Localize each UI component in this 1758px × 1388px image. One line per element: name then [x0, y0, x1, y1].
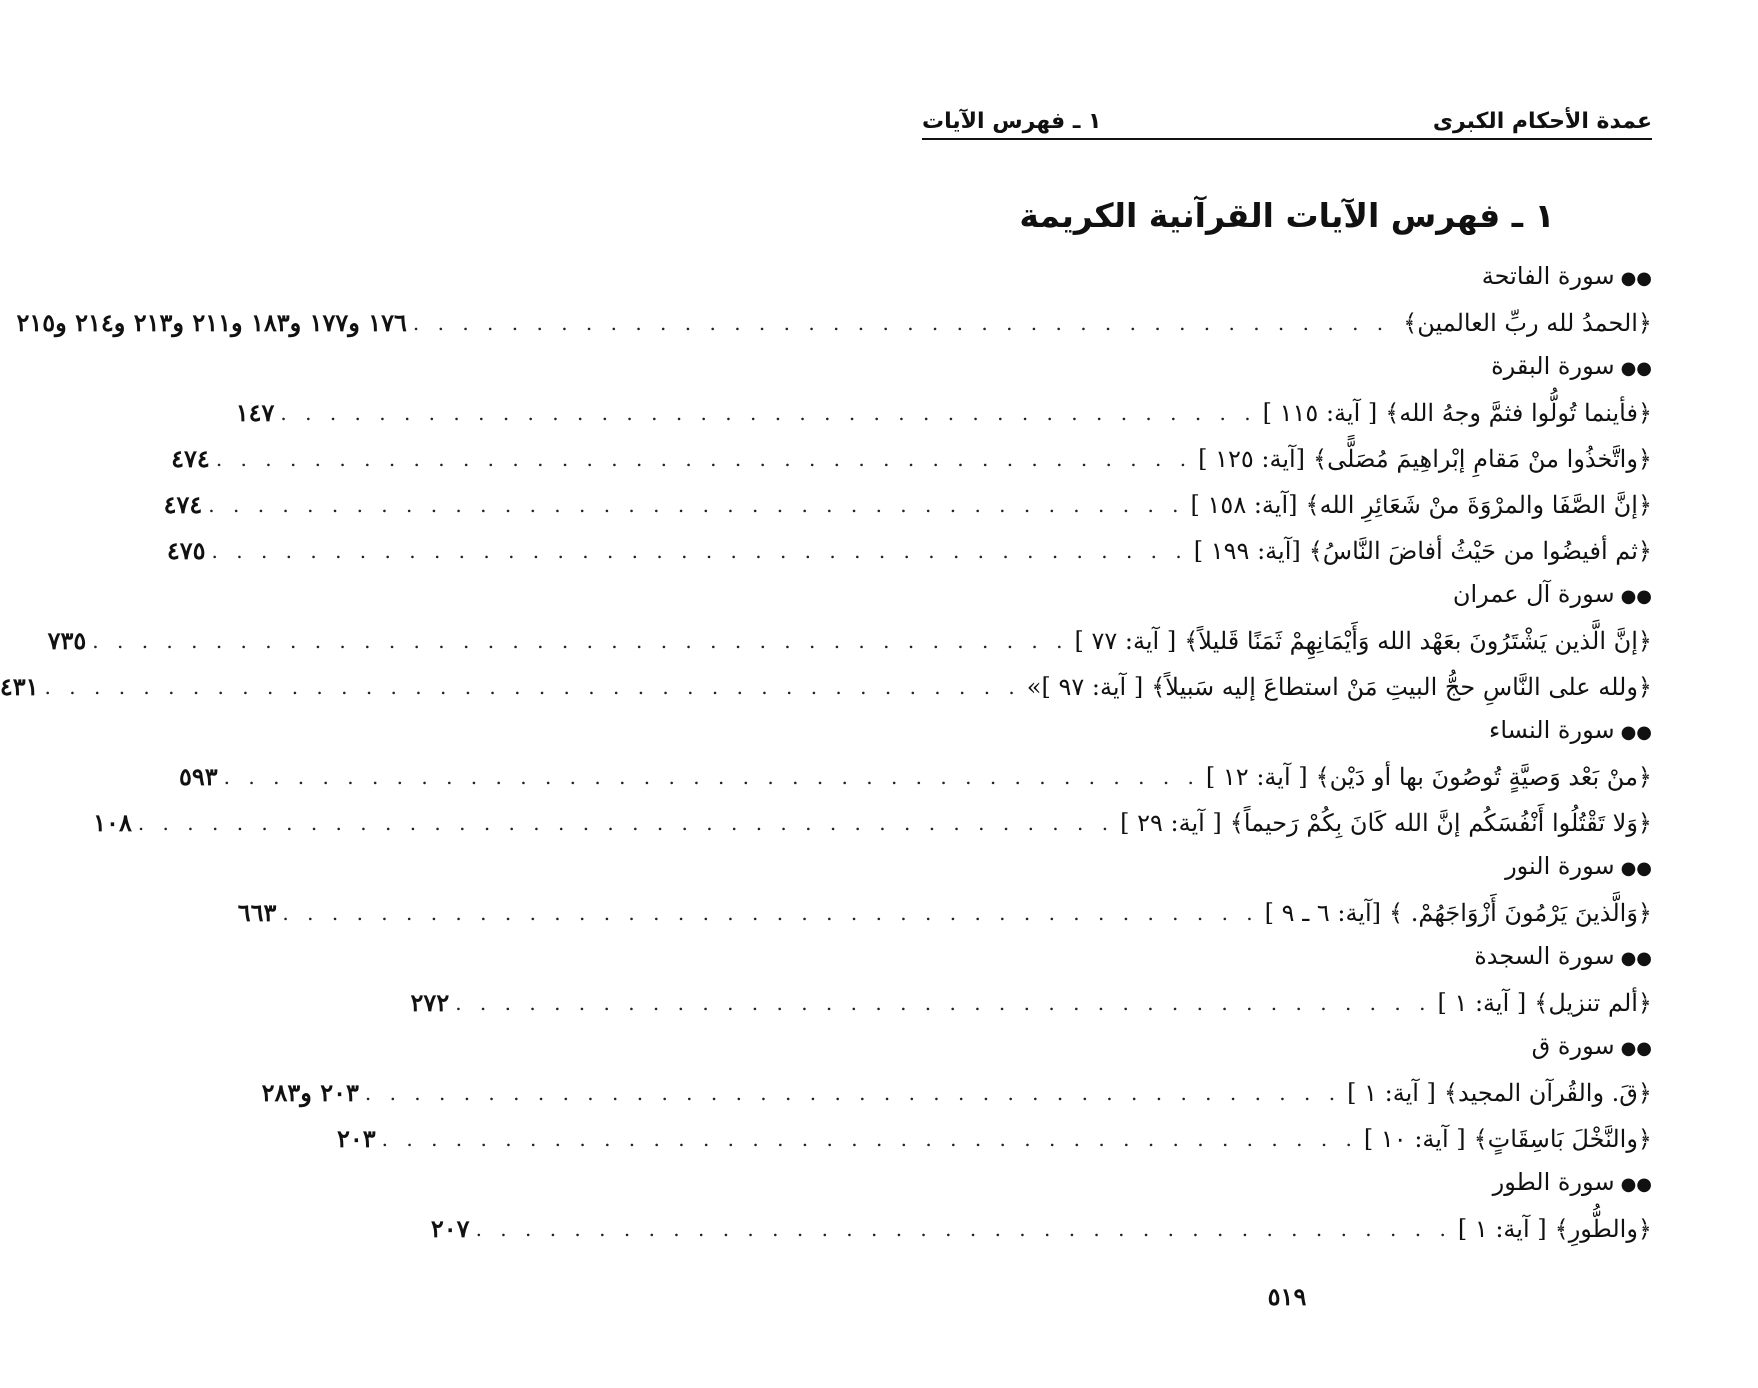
surah-heading	[922, 256, 1652, 300]
index-entry	[261, 1070, 1652, 1116]
surah-heading	[922, 936, 1652, 980]
bullet-icon: ●●	[1620, 586, 1652, 607]
surah-heading	[922, 1026, 1652, 1070]
page-reference: ٦٦٣	[237, 898, 277, 927]
surah-name: سورة البقرة	[1491, 352, 1615, 380]
index-entry	[0, 664, 1652, 710]
verse-reference: [ آية: ٢٩ ]	[1120, 809, 1222, 837]
index-entry	[93, 800, 1652, 846]
dot-leader: . . . . . . . . . . . . . . . . . . . . . . . . . . . . . . . . . . . . . . . .	[215, 447, 1193, 471]
verse-text: ﴿ولله على النَّاسِ حجُّ البيتِ مَنْ استطاعَ إليه سَبيلاً﴾	[1151, 673, 1652, 701]
bullet-icon: ●●	[1620, 1038, 1652, 1059]
verse-reference: [ آية: ١١٥ ]	[1262, 399, 1378, 427]
index-entry	[430, 1206, 1652, 1252]
page-reference: ٢٠٣ و٢٨٣	[261, 1078, 359, 1107]
book-title: عمدة الأحكام الكبرى	[1432, 109, 1652, 134]
verse-text: ﴿إنَّ الَّذين يَشْتَرُونَ بعَهْد الله وَأَيْمَانِهِمْ ثَمَنًا قَليلاً﴾	[1184, 627, 1652, 655]
verse-reference: [ آية: ١ ]	[1437, 989, 1527, 1017]
verse-reference: [ آية: ٩٧ ]»	[1026, 673, 1144, 701]
index-entry	[178, 754, 1652, 800]
index-entry	[163, 482, 1652, 528]
verse-reference: [آية: ١٢٥ ]	[1198, 445, 1306, 473]
page-reference: ٤٧٤	[171, 444, 210, 473]
index-entry	[171, 436, 1652, 482]
verse-reference: [آية: ٦ ـ ٩ ]	[1264, 899, 1382, 927]
verse-text: ﴿ألم تنزيل﴾	[1534, 989, 1652, 1017]
page-reference: ٤٧٥	[166, 536, 206, 565]
surah-name: سورة آل عمران	[1452, 580, 1615, 608]
verse-text: ﴿ثم أفيضُوا من حَيْثُ أفاضَ النَّاسُ﴾	[1308, 537, 1652, 565]
page-reference: ١٧٦ و١٧٧ و١٨٣ و٢١١ و٢١٣ و٢١٤ و٢١٥	[16, 308, 407, 337]
index-entry	[410, 980, 1652, 1026]
surah-heading	[922, 846, 1652, 890]
index-entry	[237, 890, 1652, 936]
verse-text: ﴿واتَّخذُوا منْ مَقامِ إبْراهِيمَ مُصَلًّى﴾	[1313, 445, 1652, 473]
dot-leader: . . . . . . . . . . . . . . . . . . . . . . . . . . . . . . . . . . . . . . . .	[92, 629, 1069, 653]
dot-leader: . . . . . . . . . . . . . . . . . . . . . . . . . . . . . . . . . . . . . . . .	[280, 401, 1257, 425]
page-number: ٥١٩	[1267, 1282, 1307, 1311]
dot-leader: . . . . . . . . . . . . . . . . . . . . . . . . . . . . . . . . . . . . . . . .	[475, 1217, 1452, 1241]
surah-heading	[922, 574, 1652, 618]
verse-text: ﴿والطُّورِ﴾	[1554, 1215, 1652, 1243]
bullet-icon: ●●	[1620, 948, 1652, 969]
dot-leader: . . . . . . . . . . . . . . . . . . . . . . . . . . . . . . . . . . . . . . . .	[44, 675, 1021, 699]
verse-index	[0, 256, 1652, 1252]
index-entry	[336, 1116, 1652, 1162]
surah-name: سورة الفاتحة	[1481, 262, 1615, 290]
dot-leader: . . . . . . . . . . . . . . . . . . . . . . . . . . . . . . . . . . . . . . . .	[137, 811, 1115, 835]
surah-name: سورة النساء	[1489, 716, 1615, 744]
dot-leader: . . . . . . . . . . . . . . . . . . . . . . . . . . . . . . . . . . . . . . . .	[412, 311, 1390, 335]
verse-reference: [ آية: ١٠ ]	[1363, 1125, 1466, 1153]
surah-heading	[922, 346, 1652, 390]
page-reference: ٢٠٧	[430, 1214, 470, 1243]
section-title: ١ ـ فهرس الآيات	[922, 109, 1102, 134]
verse-text: ﴿فأينما تُولُّوا فثمَّ وجهُ الله﴾	[1385, 399, 1652, 427]
page-reference: ٢٠٣	[336, 1124, 376, 1153]
surah-name: سورة ق	[1531, 1032, 1615, 1060]
index-entry	[16, 300, 1652, 346]
bullet-icon: ●●	[1620, 858, 1652, 879]
dot-leader: . . . . . . . . . . . . . . . . . . . . . . . . . . . . . . . . . . . . . . . .	[381, 1127, 1358, 1151]
verse-reference: [ آية: ١ ]	[1347, 1079, 1436, 1107]
verse-text: ﴿منْ بَعْد وَصيَّةٍ تُوصُونَ بها أو دَيْن﴾	[1315, 763, 1652, 791]
verse-text: ﴿وَلا تَقْتُلُوا أَنْفُسَكُم إنَّ الله كَانَ بِكُمْ رَحيماً﴾	[1229, 809, 1652, 837]
verse-text: ﴿الحمدُ لله ربِّ العالمين﴾	[1403, 309, 1652, 337]
page-title: ١ ـ فهرس الآيات القرآنية الكريمة	[1019, 196, 1555, 235]
dot-leader: . . . . . . . . . . . . . . . . . . . . . . . . . . . . . . . . . . . . . . . .	[364, 1081, 1342, 1105]
bullet-icon: ●●	[1620, 1174, 1652, 1195]
index-entry	[47, 618, 1652, 664]
index-entry	[235, 390, 1652, 436]
verse-reference: [آية: ١٥٨ ]	[1190, 491, 1298, 519]
verse-text: ﴿قَ. والقُرآن المجيد﴾	[1443, 1079, 1652, 1107]
verse-reference: [ آية: ١ ]	[1457, 1215, 1547, 1243]
page-reference: ٤٧٤	[163, 490, 203, 519]
verse-reference: [ آية: ١٢ ]	[1205, 763, 1308, 791]
verse-text: ﴿إنَّ الصَّفَا والمرْوَةَ منْ شَعَائِرِ الله﴾	[1305, 491, 1652, 519]
page-reference: ١٠٨	[93, 808, 132, 837]
bullet-icon: ●●	[1620, 268, 1652, 289]
dot-leader: . . . . . . . . . . . . . . . . . . . . . . . . . . . . . . . . . . . . . . . .	[211, 539, 1188, 563]
index-entry	[166, 528, 1652, 574]
surah-name: سورة الطور	[1492, 1168, 1615, 1196]
surah-heading	[922, 710, 1652, 754]
surah-name: سورة النور	[1505, 852, 1615, 880]
page-reference: ٤٣١	[0, 672, 39, 701]
bullet-icon: ●●	[1620, 358, 1652, 379]
dot-leader: . . . . . . . . . . . . . . . . . . . . . . . . . . . . . . . . . . . . . . . .	[223, 765, 1200, 789]
page-reference: ٧٣٥	[47, 626, 87, 655]
bullet-icon: ●●	[1620, 722, 1652, 743]
surah-heading	[922, 1162, 1652, 1206]
verse-reference: [آية: ١٩٩ ]	[1193, 537, 1301, 565]
page-reference: ٥٩٣	[178, 762, 218, 791]
page-reference: ١٤٧	[235, 398, 275, 427]
verse-text: ﴿والنَّخْلَ بَاسِقَاتٍ﴾	[1473, 1125, 1652, 1153]
dot-leader: . . . . . . . . . . . . . . . . . . . . . . . . . . . . . . . . . . . . . . . .	[455, 991, 1432, 1015]
running-header	[922, 104, 1652, 140]
surah-name: سورة السجدة	[1474, 942, 1615, 970]
dot-leader: . . . . . . . . . . . . . . . . . . . . . . . . . . . . . . . . . . . . . . . .	[208, 493, 1185, 517]
page-reference: ٢٧٢	[410, 988, 450, 1017]
verse-reference: [ آية: ٧٧ ]	[1074, 627, 1177, 655]
verse-text: ﴿وَالَّذينَ يَرْمُونَ أَزْوَاجَهُمْ. ﴾	[1389, 899, 1652, 927]
dot-leader: . . . . . . . . . . . . . . . . . . . . . . . . . . . . . . . . . . . . . . . .	[282, 901, 1259, 925]
